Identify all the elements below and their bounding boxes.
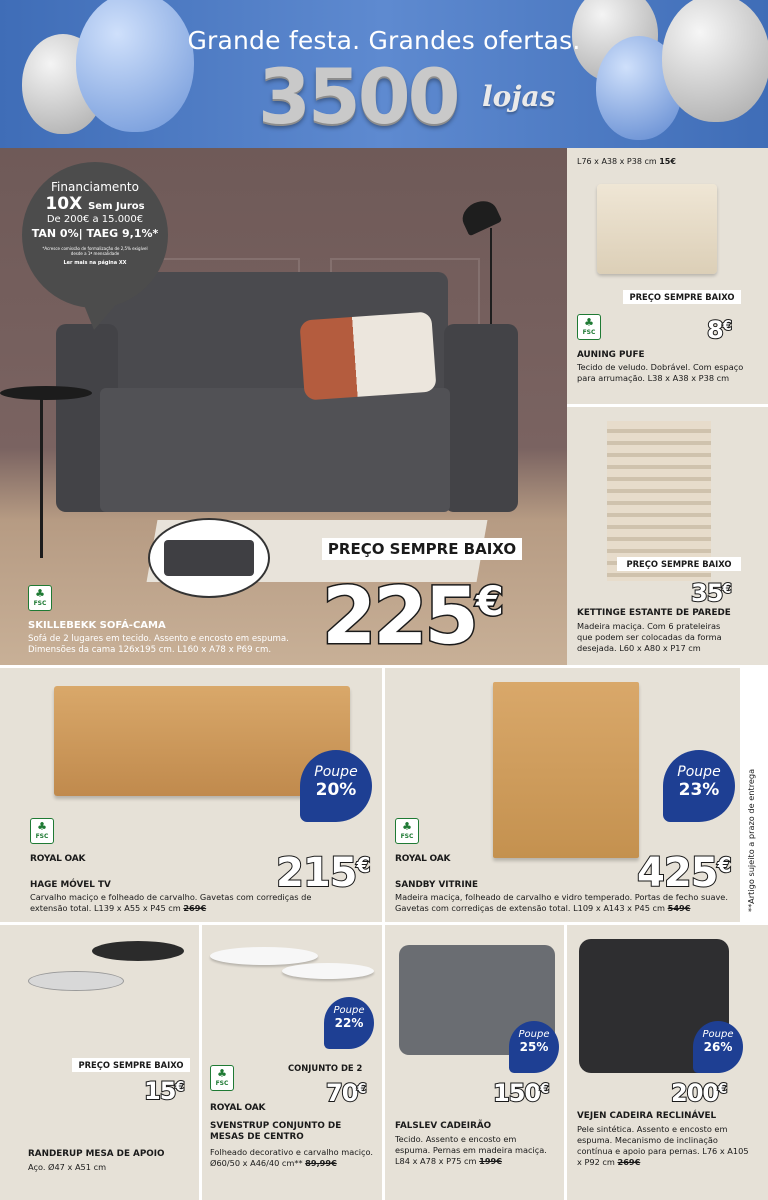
balloon-silver-far-right [662,0,768,122]
banner-tagline: Grande festa. Grandes ofertas. [187,26,581,55]
financing-fine-print: *Acresce comissão de formalização de 2,5% exigível desde a 1ª mensalidade [42,246,148,256]
hero-currency: € [475,579,504,625]
svenstrup-name: SVENSTRUP CONJUNTO DE MESAS DE CENTRO [210,1121,342,1142]
svenstrup-savings-badge: Poupe 22% [324,997,374,1049]
vejen-price: 200€ [671,1079,728,1107]
sofa-bed-mini [164,540,254,576]
tree-icon: ♣ [584,316,594,329]
royal-oak-logo: ROYAL OAK [30,854,86,864]
fsc-logo: ♣ FSC [577,314,601,340]
svenstrup-desc: Folheado decorativo e carvalho maciço. Ø60/50 x A46/40 cm** 89,99€ [210,1147,374,1168]
hero-product-desc: Sofá de 2 lugares em tecido. Assento e encosto em espuma. Dimensões da cama 126x195 cm. L160 x A78 x P69 cm. [28,634,289,655]
product-card-auning[interactable] [567,148,768,404]
kettinge-price-badge: PREÇO SEMPRE BAIXO [617,557,741,571]
auning-name: AUNING PUFE [577,350,645,360]
svenstrup-old-price: 89,99€ [305,1158,337,1168]
product-card-randerup[interactable] [0,925,199,1200]
hero-price-value: 225 [322,572,476,662]
vejen-old-price: 269€ [617,1157,641,1167]
vejen-savings-badge: Poupe 26% [693,1021,743,1073]
falslev-name: FALSLEV CADEIRÃO [395,1121,492,1131]
falslev-old-price: 199€ [479,1156,502,1166]
sandby-price: 425€ [637,850,732,896]
sofa-arm-right [444,324,518,512]
side-table-leg [40,398,43,558]
kettinge-price: 35€ [691,579,732,607]
svenstrup-set-label: CONJUNTO DE 2 [288,1063,363,1073]
financing-rates: TAN 0%| TAEG 9,1%* [31,227,159,240]
vejen-name: VEJEN CADEIRA RECLINÁVEL [577,1111,717,1121]
financing-no-interest: Sem Juros [88,201,145,212]
sandby-desc: Madeira maciça, folheado de carvalho e vidro temperado. Portas de fecho suave. Gavetas com corrediças de extensão total. L109 x A143 x P45 cm 549€ [395,892,728,913]
auning-price: 8€ [707,316,732,344]
banner-store-count: 3500 [258,52,458,141]
product-card-vejen[interactable] [567,925,768,1200]
financing-range: De 200€ a 15.000€ [46,214,144,225]
auning-price-badge: PREÇO SEMPRE BAIXO [623,290,741,304]
hero-price-badge: PREÇO SEMPRE BAIXO [322,538,522,560]
coffee-table-large [210,947,318,965]
table-top-light [28,971,124,991]
side-table-top [0,386,92,400]
financing-line2 [22,194,168,214]
pouf-image [597,184,717,274]
auning-large-price: 15€ [659,157,676,166]
hage-name: HAGE MÓVEL TV [30,880,111,890]
sofa-seat [100,388,450,512]
svenstrup-price: 70€ [326,1079,367,1107]
hage-price: 215€ [276,850,371,896]
hage-savings-badge: Poupe 20% [300,750,372,822]
randerup-desc: Aço. Ø47 x A51 cm [28,1162,107,1172]
product-card-hage[interactable] [0,668,382,922]
coffee-table-small [282,963,374,979]
fsc-logo: ♣ FSC [395,818,419,844]
vejen-desc: Pele sintética. Assento e encosto em espuma. Mecanismo de inclinação contínua e apoio para pernas. L76 x A105 x P92 cm 269€ [577,1124,749,1167]
kettinge-desc: Madeira maciça. Com 6 prateleiras que podem ser colocadas da forma desejada. L60 x A80 x P17 cm [577,621,722,653]
product-card-falslev[interactable] [385,925,564,1200]
kettinge-name: KETTINGE ESTANTE DE PAREDE [577,608,731,618]
hage-old-price: 269€ [183,903,207,913]
tree-icon: ♣ [37,820,47,833]
falslev-savings-badge: Poupe 25% [509,1021,559,1073]
hero-price [322,562,504,662]
sofa-bed-inset [148,518,270,598]
tree-icon: ♣ [402,820,412,833]
auning-large-dims: L76 x A38 x P38 cm 15€ [577,157,676,166]
tree-icon: ♣ [35,587,45,600]
randerup-price: 15€ [144,1077,185,1105]
product-card-kettinge[interactable] [567,404,768,665]
hero-product-name: SKILLEBEKK SOFÁ-CAMA [28,620,166,631]
fsc-logo: ♣ FSC [28,585,52,611]
vitrine-image [493,682,639,858]
sandby-name: SANDBY VITRINE [395,880,478,890]
fsc-logo: ♣ FSC [210,1065,234,1091]
falslev-desc: Tecido. Assento e encosto em espuma. Pernas em madeira maciça. L84 x A78 x P75 cm 199€ [395,1134,547,1166]
product-card-svenstrup[interactable] [202,925,382,1200]
delivery-note: **Artigo sujeito a prazo de entrega [742,668,768,922]
royal-oak-logo: ROYAL OAK [395,854,451,864]
balloon-blue-left [76,0,194,132]
financing-line1: Financiamento [51,180,139,194]
sandby-old-price: 549€ [667,903,691,913]
promo-banner [0,0,768,148]
table-top-dark [92,941,184,961]
bubble-tail [82,300,120,330]
cushion [299,311,436,400]
financing-installments: 10X [45,194,83,214]
wall-lamp [458,196,502,237]
financing-bubble [22,162,168,308]
auning-desc: Tecido de veludo. Dobrável. Com espaço para arrumação. L38 x A38 x P38 cm [577,362,744,383]
tree-icon: ♣ [217,1067,227,1080]
randerup-price-badge: PREÇO SEMPRE BAIXO [72,1058,190,1072]
falslev-price: 150€ [493,1079,550,1107]
banner-stores-suffix: lojas [482,80,556,113]
hage-desc: Carvalho maciço e folheado de carvalho. Gavetas com corrediças de extensão total. L139 x A55 x P45 cm 269€ [30,892,312,913]
royal-oak-logo: ROYAL OAK [210,1103,266,1113]
product-card-sandby[interactable] [385,668,740,922]
sandby-savings-badge: Poupe 23% [663,750,735,822]
randerup-name: RANDERUP MESA DE APOIO [28,1149,165,1159]
fsc-logo: ♣ FSC [30,818,54,844]
financing-link[interactable]: Ler mais na página XX [63,260,127,266]
